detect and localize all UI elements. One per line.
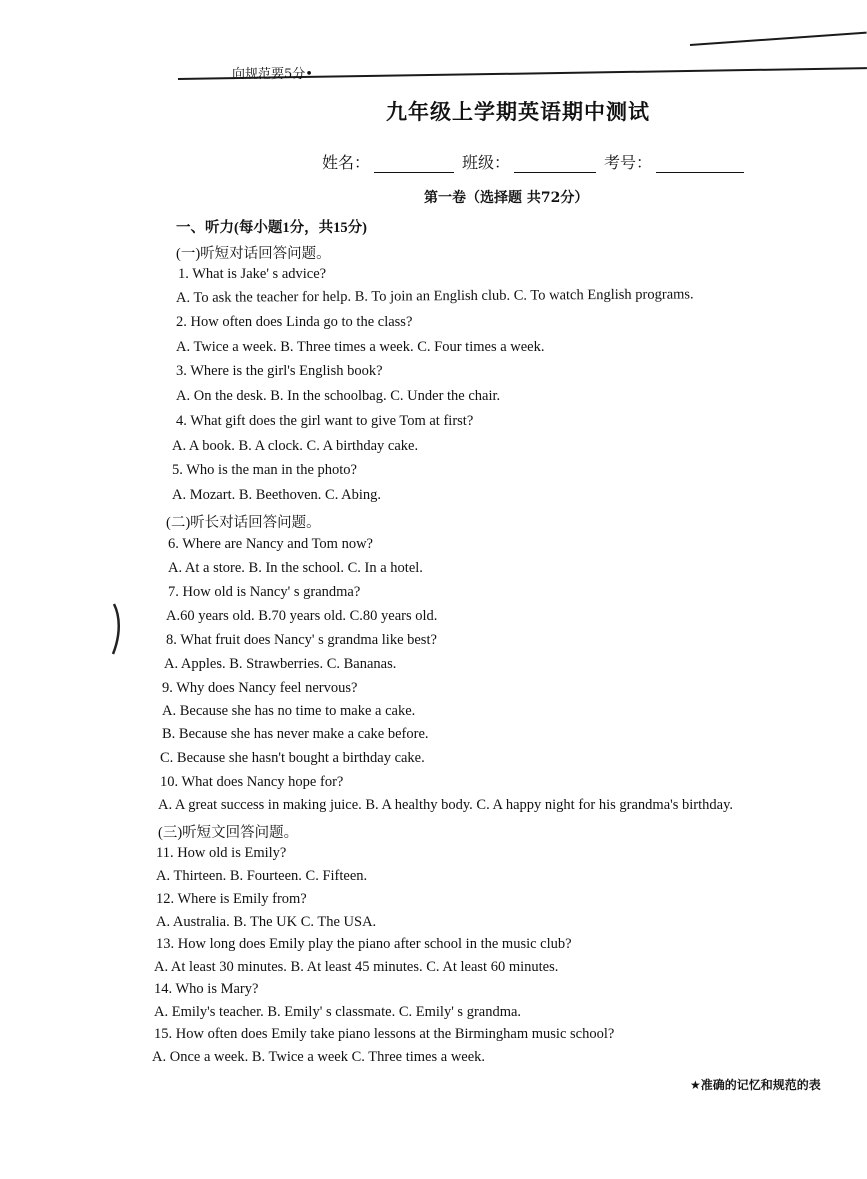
option-line: A. To ask the teacher for help. B. To join an English club. C. To watch English programs. [175, 286, 694, 306]
option-line: B. Because she has never make a cake before. [162, 726, 429, 742]
option-line: A. At a store. B. In the school. C. In a hotel. [168, 560, 423, 576]
class-field[interactable] [514, 156, 596, 173]
question-line: 5. Who is the man in the photo? [172, 462, 357, 478]
option-line: A. Emily's teacher. B. Emily' s classmate. C. Emily' s grandma. [154, 1004, 522, 1020]
exam-no-label: 考号： [604, 153, 653, 172]
question-line: 6. Where are Nancy and Tom now? [168, 536, 373, 552]
part-title: 一、听力(每小题1分，共15分) [176, 220, 367, 236]
question-line: 10. What does Nancy hope for? [160, 774, 344, 790]
subsection-title: (三)听短文回答问题。 [158, 825, 299, 841]
option-line: A. Because she has no time to make a cake. [162, 703, 416, 719]
subsection-title: (二)听长对话回答问题。 [166, 515, 321, 531]
option-line: A. Twice a week. B. Three times a week. C. Four times a week. [176, 339, 545, 355]
option-line: A.60 years old. B.70 years old. C.80 years old. [166, 608, 438, 624]
option-line: A. On the desk. B. In the schoolbag. C. Under the chair. [176, 388, 501, 404]
question-line: 13. How long does Emily play the piano after school in the music club? [156, 936, 572, 952]
option-line: A. At least 30 minutes. B. At least 45 minutes. C. At least 60 minutes. [154, 959, 559, 975]
question-line: 4. What gift does the girl want to give Tom at first? [176, 413, 474, 429]
option-line: A. Australia. B. The UK C. The USA. [156, 914, 377, 930]
header-note: 向规范要5分• [232, 67, 313, 82]
option-line: A. Apples. B. Strawberries. C. Bananas. [164, 656, 397, 672]
footer-note: ★准确的记忆和规范的表 [690, 1078, 821, 1092]
question-line: 12. Where is Emily from? [156, 891, 307, 907]
option-line: A. Mozart. B. Beethoven. C. Abing. [172, 487, 382, 503]
question-line: 2. How often does Linda go to the class? [176, 314, 413, 330]
exam-no-field[interactable] [656, 156, 744, 173]
class-label: 班级： [462, 153, 511, 172]
question-line: 14. Who is Mary? [154, 981, 259, 997]
margin-bracket-mark [110, 602, 124, 656]
name-label: 姓名： [322, 153, 371, 172]
question-line: 9. Why does Nancy feel nervous? [162, 680, 358, 696]
question-line: 15. How often does Emily take piano lessons at the Birmingham music school? [154, 1026, 615, 1042]
section-title: 第一卷（选择题 共72分） [424, 190, 589, 206]
question-line: 1. What is Jake' s advice? [178, 266, 327, 282]
page-title: 九年级上学期英语期中测试 [386, 99, 650, 124]
question-line: 8. What fruit does Nancy' s grandma like best? [166, 632, 437, 648]
option-line: A. A great success in making juice. B. A healthy body. C. A happy night for his grandma's birthday. [158, 797, 734, 813]
option-line: A. Thirteen. B. Fourteen. C. Fifteen. [156, 868, 368, 884]
option-line: C. Because she hasn't bought a birthday cake. [160, 750, 425, 766]
question-line: 7. How old is Nancy' s grandma? [168, 584, 361, 600]
name-field[interactable] [374, 156, 454, 173]
student-info-row [322, 150, 748, 173]
option-line: A. Once a week. B. Twice a week C. Three times a week. [152, 1049, 486, 1065]
subsection-title: (一)听短对话回答问题。 [176, 246, 331, 262]
header-rule-curl [690, 32, 867, 46]
option-line: A. A book. B. A clock. C. A birthday cake. [172, 438, 419, 454]
question-line: 3. Where is the girl's English book? [176, 363, 383, 379]
question-line: 11. How old is Emily? [156, 845, 287, 861]
